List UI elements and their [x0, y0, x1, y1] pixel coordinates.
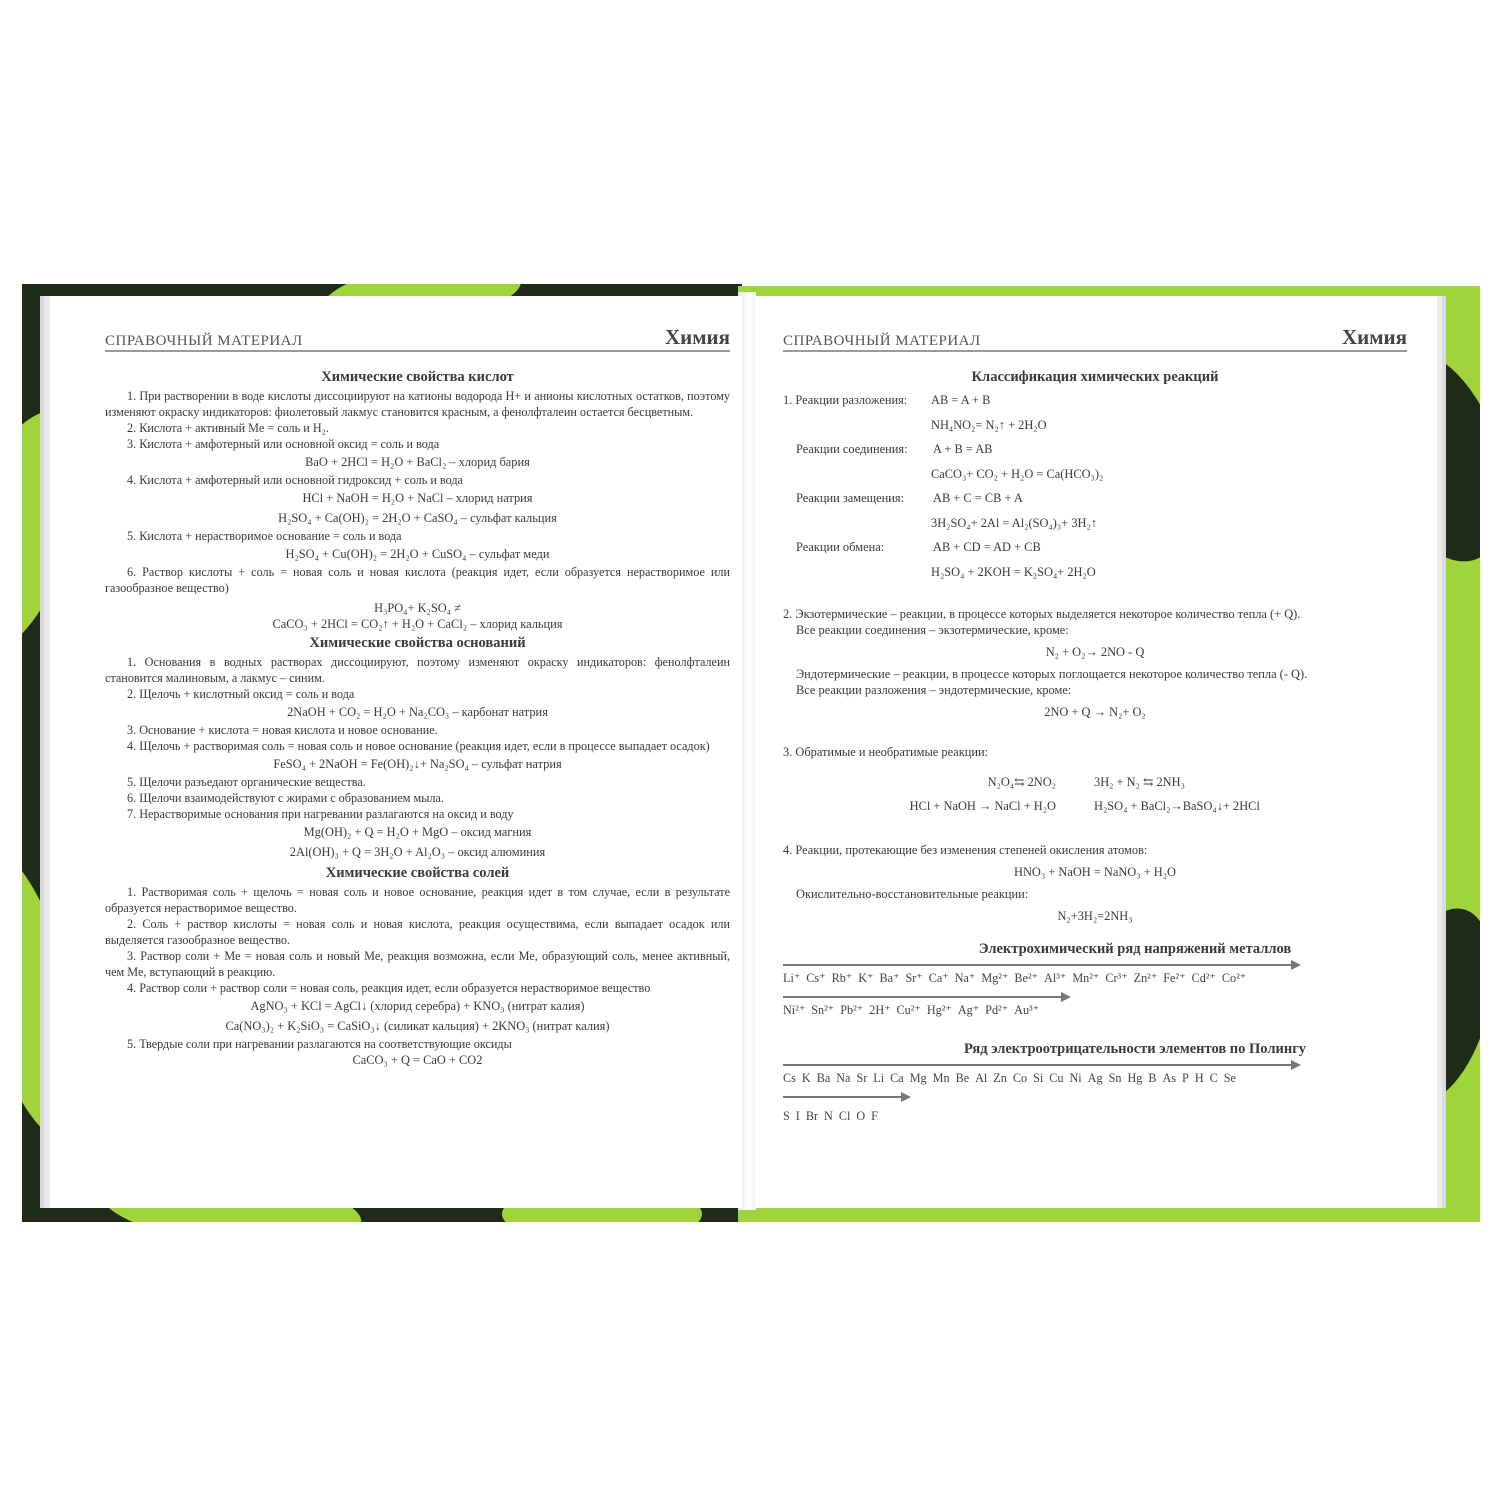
acids-equation: H₂SO₄ + Ca(OH)₂ = 2H₂O + CaSO₄ – сульфат кальция	[278, 511, 557, 525]
oxidation-text: 4. Реакции, протекающие без изменения степеней окисления атомов:	[783, 843, 1148, 857]
element-symbol: Hg	[1127, 1071, 1143, 1085]
metal-ion: Cu²⁺	[896, 1003, 921, 1017]
metal-ion: Ba⁺	[879, 971, 900, 985]
metal-ion: K⁺	[858, 971, 874, 985]
reaction-example: 3H₂SO₄+ 2Al = Al₂(SO₄)₃+ 3H₂↑	[931, 515, 1097, 530]
element-symbol: K	[801, 1071, 811, 1085]
reaction-example: H₂SO₄ + 2KOH = K₂SO₄+ 2H₂O	[931, 564, 1096, 579]
element-symbol: Cs	[783, 1071, 796, 1085]
element-symbol: Sr	[856, 1071, 868, 1085]
reversible-equation: N₂O₄⇆ 2NO₂	[987, 775, 1056, 789]
reaction-label: 1. Реакции разложения:	[783, 393, 908, 407]
element-symbol: S	[783, 1109, 790, 1123]
acids-item: 2. Кислота + активный Ме = соль и H₂.	[127, 421, 329, 435]
acids-item: 4. Кислота + амфотерный или основной гидроксид + соль и вода	[127, 473, 463, 487]
metal-ion: Sn²⁺	[811, 1003, 835, 1017]
bases-equation: 2Al(OH)₃ + Q = 3H₂O + Al₂O₃ – оксид алюминия	[289, 845, 546, 859]
exothermic-subtext: Все реакции соединения – экзотермические, кроме:	[796, 623, 1069, 637]
acids-item: 3. Кислота + амфотерный или основной оксид = соль и вода	[127, 437, 440, 451]
reaction-exchange	[783, 535, 1407, 560]
element-symbol: Br	[805, 1109, 819, 1123]
metal-ion: Cr³⁺	[1105, 971, 1128, 985]
element-symbol: Cu	[1049, 1071, 1064, 1085]
classification-title: Классификация химических реакций	[971, 369, 1219, 385]
metal-ion: Al³⁺	[1044, 971, 1067, 985]
bases-equation: 2NaOH + CO₂ = H₂O + Na₂CO₃ – карбонат натрия	[287, 705, 548, 719]
reaction-scheme: AB = A + B	[931, 393, 991, 407]
bases-equation: FeSO₄ + 2NaOH = Fe(OH)₂↓+ Na₂SO₄ – сульфат натрия	[273, 757, 562, 771]
element-symbol: P	[1182, 1071, 1189, 1085]
metal-ion: Ca⁺	[928, 971, 949, 985]
metal-ion: Cd²⁺	[1191, 971, 1216, 985]
element-symbol: I	[795, 1109, 800, 1123]
metal-ion: Ni²⁺	[783, 1003, 806, 1017]
metal-ion: Sr⁺	[905, 971, 923, 985]
salts-item: 5. Твердые соли при нагревании разлагаются на соответствующие оксиды	[127, 1037, 512, 1051]
left-header-label: СПРАВОЧНЫЙ МАТЕРИАЛ	[105, 333, 303, 349]
right-page-header	[783, 324, 1407, 352]
exothermic-text: 2. Экзотермические – реакции, в процессе которых выделяется некоторое количество тепла (+ Q).	[783, 607, 1301, 621]
bases-equation: Mg(OH)₂ + Q = H₂O + MgO – оксид магния	[303, 825, 532, 839]
salts-item: 2. Соль + раствор кислоты = новая соль и новая кислота, реакция осуществима, если выпадает осадок или выделяется газообразное вещество.	[105, 917, 730, 947]
acids-equation: CaCO₃ + 2HCl = CO₂↑ + H₂O + CaCl₂ – хлорид кальция	[272, 617, 563, 631]
oxidation-equation: HNO₃ + NaOH = NaNO₃ + H₂O	[1014, 865, 1176, 879]
reaction-decomposition	[783, 388, 1407, 413]
reaction-combination	[783, 437, 1407, 462]
right-header-label: СПРАВОЧНЫЙ МАТЕРИАЛ	[783, 333, 981, 349]
irreversible-equation: HCl + NaOH → NaCl + H₂O	[909, 799, 1056, 813]
reaction-example: NH₄NO₂= N₂↑ + 2H₂O	[931, 417, 1047, 432]
element-symbol: As	[1162, 1071, 1177, 1085]
element-symbol: Ba	[816, 1071, 831, 1085]
bases-item: 2. Щелочь + кислотный оксид = соль и вода	[127, 687, 355, 701]
reaction-label: Реакции обмена:	[796, 540, 885, 554]
metal-ion: Mg²⁺	[981, 971, 1009, 985]
electrochemical-arrow	[783, 960, 1407, 970]
salts-item: 4. Раствор соли + раствор соли = новая соль, реакция идет, если образуется нерастворимое вещество	[127, 981, 651, 995]
element-symbol: Co	[1012, 1071, 1028, 1085]
left-page	[50, 296, 742, 1208]
element-symbol: Li	[873, 1071, 885, 1085]
element-symbol: Sn	[1108, 1071, 1122, 1085]
acids-title: Химические свойства кислот	[321, 369, 514, 385]
acids-equation: H₃PO₄+ K₂SO₄ ≠	[374, 601, 461, 615]
reaction-substitution	[783, 486, 1407, 511]
metal-ion: Co²⁺	[1221, 971, 1247, 985]
reversible-text: 3. Обратимые и необратимые реакции:	[783, 745, 989, 759]
salts-item: 3. Раствор соли + Ме = новая соль и новый Ме, реакция возможна, если Ме, образующий соль, менее активный, чем Ме, вступающий в реакцию.	[105, 949, 730, 979]
reversible-row	[783, 770, 1407, 794]
reaction-label: Реакции замещения:	[796, 491, 905, 505]
electrochemical-series-row1	[783, 970, 1407, 986]
left-header-subject: Химия	[664, 325, 730, 349]
bases-item: 4. Щелочь + растворимая соль = новая соль и новое основание (реакция идет, если в процессе выпадает осадок)	[127, 739, 710, 753]
bases-item: 6. Щелочи взаимодействуют с жирами с образованием мыла.	[127, 791, 444, 805]
reaction-scheme: A + B = AB	[933, 442, 993, 456]
irreversible-equation: H₂SO₄ + BaCl₂→BaSO₄↓+ 2HCl	[1094, 799, 1260, 813]
element-symbol: Na	[836, 1071, 851, 1085]
bases-title: Химические свойства оснований	[309, 635, 526, 651]
metal-ion: Pd²⁺	[985, 1003, 1009, 1017]
element-symbol: B	[1148, 1071, 1157, 1085]
metal-ion: Na⁺	[954, 971, 976, 985]
metal-ion: Hg²⁺	[926, 1003, 952, 1017]
redox-text: Окислительно-восстановительные реакции:	[796, 887, 1029, 901]
metal-ion: Ag⁺	[957, 1003, 980, 1017]
metal-ion: Be²⁺	[1014, 971, 1039, 985]
metal-ion: Mn²⁺	[1072, 971, 1100, 985]
element-symbol: C	[1209, 1071, 1218, 1085]
acids-equation: H₂SO₄ + Cu(OH)₂ = 2H₂O + CuSO₄ – сульфат меди	[285, 547, 550, 561]
element-symbol: Mg	[909, 1071, 927, 1085]
element-symbol: H	[1194, 1071, 1204, 1085]
bases-item: 3. Основание + кислота = новая кислота и новое основание.	[127, 723, 438, 737]
endothermic-subtext: Все реакции разложения – эндотермические, кроме:	[796, 683, 1072, 697]
element-symbol: Mn	[932, 1071, 950, 1085]
right-header-subject: Химия	[1341, 325, 1407, 349]
endothermic-equation: 2NO + Q → N₂+ O₂	[1044, 705, 1146, 719]
pauling-arrow	[783, 1060, 1407, 1070]
bases-item: 1. Основания в водных растворах диссоциируют, поэтому изменяют окраску индикаторов: фенолфталеин становится малиновым, а лакмус – синим.	[105, 655, 730, 685]
element-symbol: Be	[955, 1071, 970, 1085]
acids-item: 6. Раствор кислоты + соль = новая соль и новая кислота (реакция идет, если образуется нерастворимое или газообразное вещество)	[105, 565, 730, 595]
pauling-title: Ряд электроотрицательности элементов по Полингу	[963, 1041, 1307, 1057]
acids-equation: BaO + 2HCl = H₂O + BaCl₂ – хлорид бария	[305, 455, 530, 469]
electrochemical-series-row2	[783, 1002, 1407, 1018]
reaction-scheme: AB + C = CB + A	[933, 491, 1023, 505]
pauling-series-row2	[783, 1108, 1407, 1124]
bases-item: 5. Щелочи разъедают органические вещества.	[127, 775, 366, 789]
metal-ion: Fe²⁺	[1163, 971, 1186, 985]
redox-equation: N₂+3H₂=2NH₃	[1057, 909, 1133, 923]
element-symbol: Al	[975, 1071, 988, 1085]
reaction-example: CaCO₃+ CO₂ + H₂O = Ca(HCO₃)₂	[931, 466, 1104, 481]
metal-ion: Pb²⁺	[840, 1003, 864, 1017]
element-symbol: Cl	[838, 1109, 851, 1123]
reaction-scheme: AB + CD = AD + CB	[933, 540, 1041, 554]
metal-ion: 2H⁺	[869, 1003, 891, 1017]
element-symbol: Zn	[993, 1071, 1007, 1085]
element-symbol: Ca	[890, 1071, 904, 1085]
right-page	[755, 296, 1437, 1208]
salts-item: 1. Растворимая соль + щелочь = новая соль и новое основание, реакция идет в том случае, если в результате образуется нерастворимое вещество.	[105, 885, 730, 915]
salts-equation: Ca(NO₃)₂ + K₂SiO₃ = CaSiO₃↓ (силикат кальция) + 2KNO₃ (нитрат калия)	[225, 1019, 610, 1033]
pauling-arrow	[783, 1092, 1407, 1102]
element-symbol: Ni	[1069, 1071, 1082, 1085]
element-symbol: N	[824, 1109, 833, 1123]
endothermic-text: Эндотермические – реакции, в процессе которых поглощается некоторое количество тепла (- Q).	[796, 667, 1308, 681]
salts-equation: AgNO₃ + KCl = AgCl↓ (хлорид серебра) + KNO₃ (нитрат калия)	[250, 999, 585, 1013]
salts-equation: CaCO₃ + Q = CaO + CO2	[352, 1053, 483, 1067]
pauling-series-row1	[783, 1070, 1407, 1086]
element-symbol: O	[856, 1109, 866, 1123]
irreversible-row	[783, 794, 1407, 818]
reversible-equation: 3H₂ + N₂ ⇆ 2NH₃	[1094, 775, 1185, 789]
acids-item: 1. При растворении в воде кислоты диссоциируют на катионы водорода Н+ и анионы кислотных остатков, поэтому изменяют окраску индикаторов: фиолетовый лакмус становится красным, а фенолфталеин остается бесцветным.	[105, 389, 730, 419]
metal-ion: Li⁺	[783, 971, 801, 985]
metal-ion: Rb⁺	[831, 971, 853, 985]
element-symbol: F	[871, 1109, 878, 1123]
exothermic-equation: N₂ + O₂→ 2NO - Q	[1045, 645, 1145, 659]
metal-ion: Zn²⁺	[1133, 971, 1158, 985]
element-symbol: Ag	[1087, 1071, 1103, 1085]
left-page-header	[105, 324, 730, 352]
electrochemical-title: Электрохимический ряд напряжений металлов	[978, 941, 1292, 957]
metal-ion: Au³⁺	[1014, 1003, 1040, 1017]
bases-item: 7. Нерастворимые основания при нагревании разлагаются на оксид и воду	[127, 807, 514, 821]
element-symbol: Se	[1223, 1071, 1236, 1085]
electrochemical-arrow	[783, 992, 1407, 1002]
salts-title: Химические свойства солей	[325, 865, 510, 881]
acids-equation: HCl + NaOH = H₂O + NaCl – хлорид натрия	[302, 491, 533, 505]
reaction-label: Реакции соединения:	[796, 442, 908, 456]
metal-ion: Cs⁺	[806, 971, 826, 985]
acids-item: 5. Кислота + нерастворимое основание = соль и вода	[127, 529, 402, 543]
element-symbol: Si	[1033, 1071, 1044, 1085]
